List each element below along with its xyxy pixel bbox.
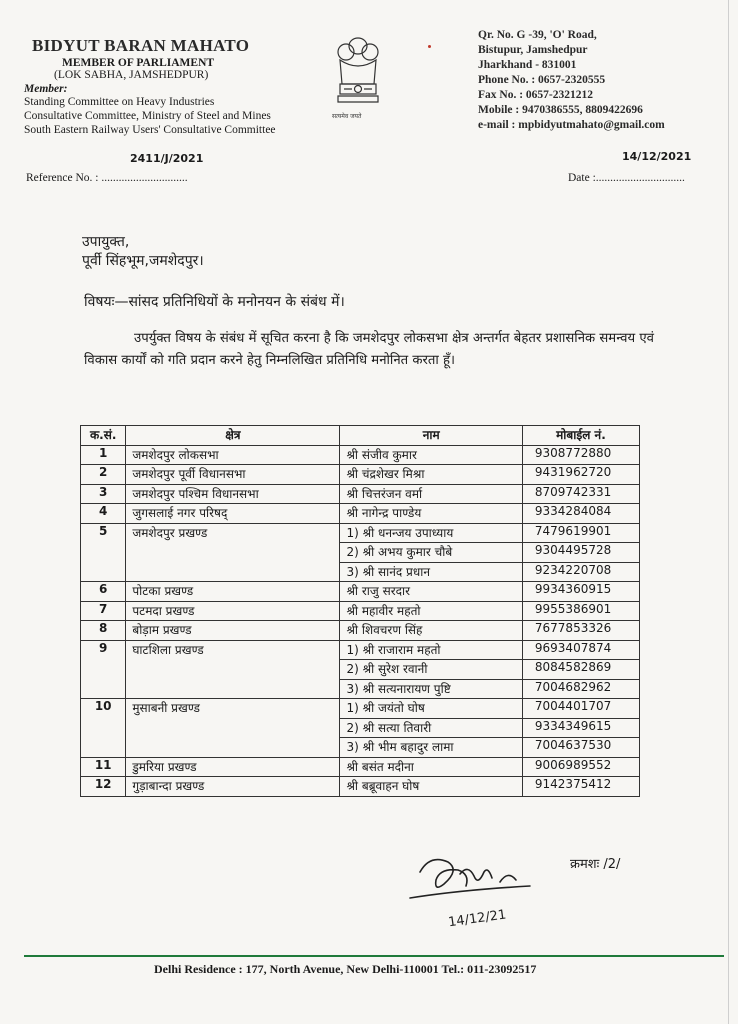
- table-row: [81, 718, 640, 738]
- area-cell: घाटशिला प्रखण्ड: [126, 640, 340, 660]
- name-cell: श्री बसंत मदीना: [340, 757, 522, 777]
- table-row: [81, 679, 640, 699]
- table-row: [81, 777, 640, 797]
- table-row: [81, 582, 640, 602]
- table-row: [81, 640, 640, 660]
- member-label: Member:: [24, 83, 68, 95]
- serial-number: 6: [81, 582, 126, 602]
- committee-line: Consultative Committee, Ministry of Steel and Mines: [24, 110, 271, 122]
- area-cell: [126, 562, 340, 582]
- representatives-table: [80, 425, 640, 797]
- area-cell: [126, 543, 340, 563]
- mobile-cell: 9308772880: [522, 445, 639, 465]
- name-cell: श्री चंद्रशेखर मिश्रा: [340, 465, 522, 485]
- table-row: [81, 523, 640, 543]
- address-line: Bistupur, Jamshedpur: [478, 44, 588, 56]
- table-row: [81, 504, 640, 524]
- serial-number: 4: [81, 504, 126, 524]
- serial-number: 10: [81, 699, 126, 719]
- area-cell: [126, 718, 340, 738]
- name-cell: 2) श्री सत्या तिवारी: [340, 718, 522, 738]
- table-row: [81, 738, 640, 758]
- page-edge: [728, 0, 729, 1024]
- handwritten-signature: [400, 840, 560, 930]
- mobile-cell: 7004401707: [522, 699, 639, 719]
- subject-line: विषयः—सांसद प्रतिनिधियों के मनोनयन के संबंध में।: [84, 294, 345, 310]
- footer-address: Delhi Residence : 177, North Avenue, New Delhi-110001 Tel.: 011-23092517: [154, 962, 537, 976]
- fax-line: Fax No. : 0657-2321212: [478, 89, 593, 101]
- name-cell: 3) श्री सानंद प्रधान: [340, 562, 522, 582]
- serial-number: 7: [81, 601, 126, 621]
- mobile-cell: 9693407874: [522, 640, 639, 660]
- table-row: [81, 699, 640, 719]
- area-cell: [126, 738, 340, 758]
- name-cell: 2) श्री सुरेश रवानी: [340, 660, 522, 680]
- name-cell: श्री शिवचरण सिंह: [340, 621, 522, 641]
- date-label: Date :...............................: [568, 172, 685, 184]
- area-cell: जुगसलाई नगर परिषद्: [126, 504, 340, 524]
- letterhead-right: [478, 28, 728, 133]
- area-cell: मुसाबनी प्रखण्ड: [126, 699, 340, 719]
- name-cell: श्री महावीर महतो: [340, 601, 522, 621]
- email-line: e-mail : mpbidyutmahato@gmail.com: [478, 119, 665, 131]
- column-header: मोबाईल नं.: [522, 426, 639, 446]
- table-row: [81, 543, 640, 563]
- area-cell: जमशेदपुर प्रखण्ड: [126, 523, 340, 543]
- letter-date: 14/12/2021: [622, 150, 692, 163]
- mobile-cell: 7479619901: [522, 523, 639, 543]
- addressee-line: उपायुक्त,: [82, 234, 130, 250]
- table-row: [81, 660, 640, 680]
- serial-number: [81, 660, 126, 680]
- serial-number: [81, 562, 126, 582]
- address-line: Jharkhand - 831001: [478, 59, 577, 71]
- name-cell: 1) श्री जयंतो घोष: [340, 699, 522, 719]
- serial-number: 2: [81, 465, 126, 485]
- serial-number: [81, 738, 126, 758]
- area-cell: पटमदा प्रखण्ड: [126, 601, 340, 621]
- name-cell: श्री नागेन्द्र पाण्डेय: [340, 504, 522, 524]
- area-cell: बोड़ाम प्रखण्ड: [126, 621, 340, 641]
- serial-number: [81, 543, 126, 563]
- decorative-dot: [428, 45, 431, 48]
- name-cell: श्री बब्रूवाहन घोष: [340, 777, 522, 797]
- mobile-cell: 9431962720: [522, 465, 639, 485]
- continuation-mark: क्रमशः /2/: [570, 857, 621, 872]
- mp-name: BIDYUT BARAN MAHATO: [32, 36, 250, 55]
- committee-line: South Eastern Railway Users' Consultative Committee: [24, 124, 276, 136]
- mp-constituency: (LOK SABHA, JAMSHEDPUR): [54, 69, 209, 81]
- column-header: नाम: [340, 426, 522, 446]
- table-row: [81, 621, 640, 641]
- serial-number: 9: [81, 640, 126, 660]
- mobile-cell: 7004637530: [522, 738, 639, 758]
- mobile-line: Mobile : 9470386555, 8809422696: [478, 104, 643, 116]
- column-header: क.सं.: [81, 426, 126, 446]
- table-row: [81, 757, 640, 777]
- area-cell: गुड़ाबान्दा प्रखण्ड: [126, 777, 340, 797]
- serial-number: 11: [81, 757, 126, 777]
- mobile-cell: 9006989552: [522, 757, 639, 777]
- reference-label: Reference No. : ..............................: [26, 172, 188, 184]
- table-row: [81, 445, 640, 465]
- area-cell: [126, 679, 340, 699]
- mobile-cell: 9334284084: [522, 504, 639, 524]
- mobile-cell: 9234220708: [522, 562, 639, 582]
- footer-divider: [24, 955, 724, 957]
- body-paragraph: उपर्युक्त विषय के संबंध में सूचित करना है कि जमशेदपुर लोकसभा क्षेत्र अन्तर्गत बेहतर प्रशासनिक समन्वय एवं विकास कार्यों को गति प्रदान करने हेतु निम्नलिखित प्रतिनिधि मनोनित करता हूँ।: [84, 331, 654, 368]
- name-cell: 2) श्री अभय कुमार चौबे: [340, 543, 522, 563]
- name-cell: श्री संजीव कुमार: [340, 445, 522, 465]
- serial-number: 1: [81, 445, 126, 465]
- table-row: [81, 601, 640, 621]
- committee-line: Standing Committee on Heavy Industries: [24, 96, 215, 108]
- name-cell: 3) श्री सत्यनारायण पुष्टि: [340, 679, 522, 699]
- mobile-cell: 9934360915: [522, 582, 639, 602]
- emblem-caption: सत्यमेव जयते: [332, 113, 362, 120]
- table-row: [81, 465, 640, 485]
- area-cell: डुमरिया प्रखण्ड: [126, 757, 340, 777]
- mobile-cell: 9955386901: [522, 601, 639, 621]
- mobile-cell: 9142375412: [522, 777, 639, 797]
- national-emblem-icon: [330, 32, 386, 112]
- signature-date: 14/12/21: [447, 907, 508, 930]
- phone-line: Phone No. : 0657-2320555: [478, 74, 606, 86]
- column-header: क्षेत्र: [126, 426, 340, 446]
- area-cell: पोटका प्रखण्ड: [126, 582, 340, 602]
- table-row: [81, 562, 640, 582]
- serial-number: [81, 679, 126, 699]
- mobile-cell: 7004682962: [522, 679, 639, 699]
- area-cell: [126, 660, 340, 680]
- serial-number: 3: [81, 484, 126, 504]
- addressee-line: पूर्वी सिंहभूम,जमशेदपुर।: [82, 253, 204, 269]
- area-cell: जमशेदपुर पश्चिम विधानसभा: [126, 484, 340, 504]
- table-header-row: [81, 426, 640, 446]
- name-cell: 1) श्री धनन्जय उपाध्याय: [340, 523, 522, 543]
- mobile-cell: 8709742331: [522, 484, 639, 504]
- serial-number: 8: [81, 621, 126, 641]
- mp-title: MEMBER OF PARLIAMENT: [62, 57, 215, 69]
- mobile-cell: 8084582869: [522, 660, 639, 680]
- name-cell: श्री राजु सरदार: [340, 582, 522, 602]
- reference-number: 2411/J/2021: [130, 152, 204, 165]
- area-cell: जमशेदपुर लोकसभा: [126, 445, 340, 465]
- mobile-cell: 7677853326: [522, 621, 639, 641]
- name-cell: 3) श्री भीम बहादुर लामा: [340, 738, 522, 758]
- name-cell: श्री चित्तरंजन वर्मा: [340, 484, 522, 504]
- letterhead-left: [24, 36, 344, 137]
- address-line: Qr. No. G -39, 'O' Road,: [478, 29, 597, 41]
- serial-number: 12: [81, 777, 126, 797]
- mobile-cell: 9304495728: [522, 543, 639, 563]
- mobile-cell: 9334349615: [522, 718, 639, 738]
- serial-number: 5: [81, 523, 126, 543]
- name-cell: 1) श्री राजाराम महतो: [340, 640, 522, 660]
- table-row: [81, 484, 640, 504]
- serial-number: [81, 718, 126, 738]
- area-cell: जमशेदपुर पूर्वी विधानसभा: [126, 465, 340, 485]
